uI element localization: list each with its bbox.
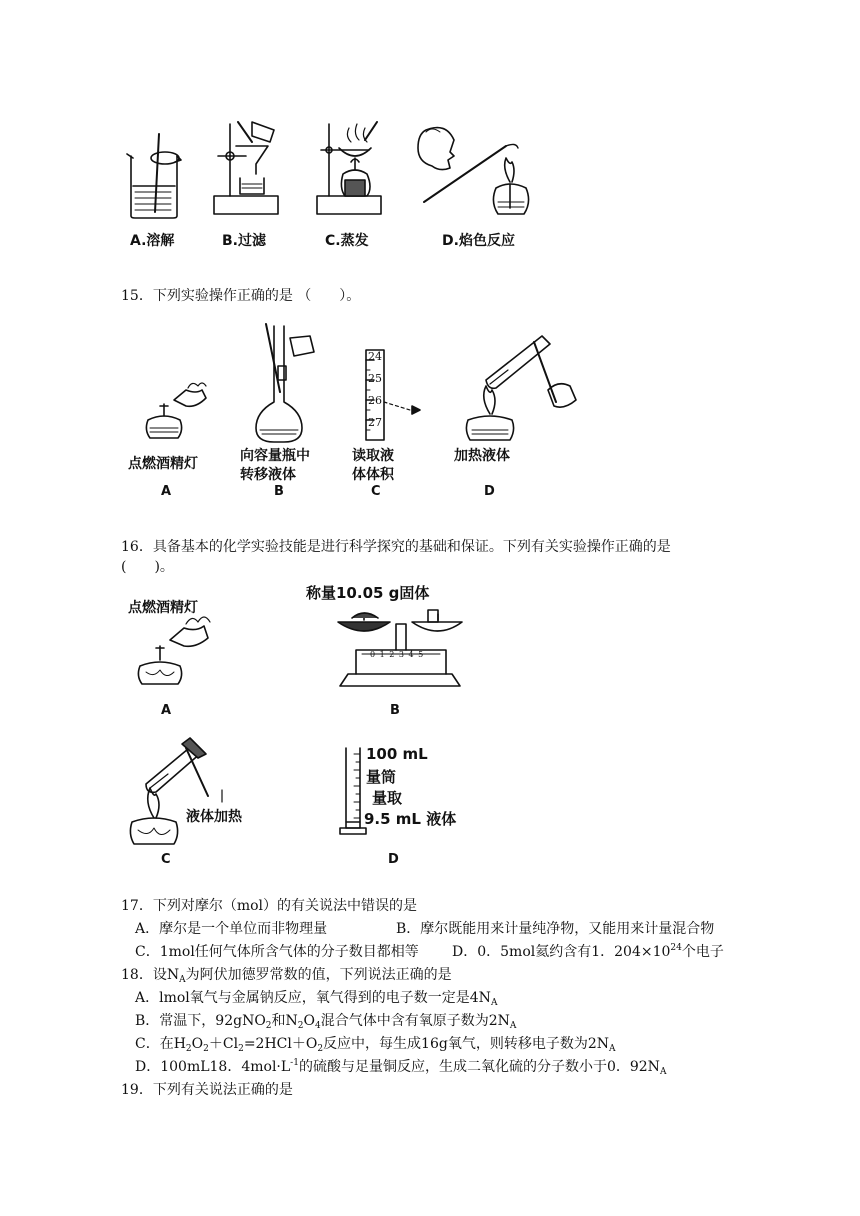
q18-b-8: A: [509, 1021, 517, 1031]
q18-d-4: A: [659, 1067, 667, 1077]
q18-c-2: 2: [185, 1044, 192, 1054]
q15-caption-b-line2: 转移液体: [240, 467, 296, 483]
q15-volumetric-flask-figure: [250, 322, 320, 444]
q17-option-d-exponent: 24: [670, 943, 682, 953]
q18-d-1: D．100mL18．4mol·L: [135, 1059, 291, 1075]
q15-tick-27: 27: [368, 416, 382, 429]
q18-c-9: 反应中，每生成16g氧气，则转移电子数为2N: [323, 1036, 609, 1052]
q15-letter-d: D: [484, 484, 495, 499]
q18-b-6: 4: [315, 1021, 321, 1031]
q17-option-b: B．摩尔既能用来计量纯净物，又能用来计量混合物: [396, 921, 715, 937]
q18-option-c: [135, 1035, 616, 1055]
q18-stem-post: 为阿伏加德罗常数的值，下列说法正确的是: [185, 967, 452, 983]
q18-c-7: =2HCl＋O: [243, 1036, 318, 1052]
q16-caption-a: 点燃酒精灯: [128, 600, 198, 616]
q14-caption-b: B.过滤: [222, 233, 266, 249]
q16-caption-d-line3: 量取: [372, 789, 403, 807]
q16-caption-d-line1: 100 mL: [366, 745, 428, 763]
q18-stem-sub: A: [179, 975, 186, 985]
q19-stem: 19．下列有关说法正确的是: [121, 1082, 293, 1098]
q17-stem: 17．下列对摩尔（mol）的有关说法中错误的是: [121, 898, 417, 914]
q18-b-5: O: [303, 1013, 315, 1029]
q15-letter-a: A: [161, 484, 172, 499]
q16-lighting-lamp-figure: [134, 610, 224, 690]
flame-test-figure: [410, 122, 560, 218]
q17-option-c: C．1mol任何气体所含气体的分子数目都相等: [135, 944, 419, 960]
q15-caption-a: 点燃酒精灯: [128, 456, 198, 472]
q18-option-d: [135, 1058, 666, 1078]
q16-caption-c: 液体加热: [186, 809, 242, 825]
q14-caption-d: D.焰色反应: [442, 233, 515, 249]
q15-heating-liquid-figure: [460, 330, 580, 442]
q17-option-a: A．摩尔是一个单位而非物理量: [135, 921, 328, 937]
q16-caption-d-line2: 量筒: [366, 768, 397, 786]
q14-caption-a: A.溶解: [130, 233, 175, 249]
q18-stem: [121, 966, 452, 986]
q18-b-3: 和N: [271, 1013, 298, 1029]
q18-option-a: [135, 989, 497, 1009]
q16-letter-c: C: [161, 852, 171, 867]
q18-option-a-text: A．lmol氧气与金属钠反应，氧气得到的电子数一定是4N: [135, 990, 491, 1006]
q15-lighting-lamp-figure: [140, 380, 220, 440]
q18-d-2: -1: [290, 1058, 299, 1068]
q15-tick-25: 25: [368, 372, 382, 385]
q15-caption-c-line2: 体体积: [352, 467, 394, 483]
q16-letter-d: D: [388, 852, 399, 867]
q17-option-d-tail: 个电子: [681, 944, 724, 960]
scale-marks: 0 1 2 3 4 5: [370, 650, 425, 659]
q18-b-4: 2: [297, 1021, 304, 1031]
q17-option-d: [452, 943, 724, 963]
q15-caption-b-line1: 向容量瓶中: [240, 448, 310, 464]
q15-tick-26: 26: [368, 394, 382, 407]
q16-stem-line1: 16．具备基本的化学实验技能是进行科学探究的基础和保证。下列有关实验操作正确的是: [121, 539, 671, 555]
filtration-apparatus-figure: [212, 118, 292, 218]
q18-option-b: [135, 1012, 516, 1032]
q14-caption-c: C.蒸发: [325, 233, 369, 249]
q15-caption-d: 加热液体: [454, 448, 510, 464]
q16-caption-b: 称量10.05 g固体: [306, 584, 430, 602]
q15-tick-24: 24: [368, 350, 382, 363]
balance-scale-figure: [334, 600, 464, 690]
q18-c-4: 2: [203, 1044, 209, 1054]
q15-letter-b: B: [274, 484, 284, 499]
q15-caption-c-line1: 读取液: [352, 448, 394, 464]
dissolving-beaker-figure: [125, 128, 185, 220]
q16-heating-liquid-figure: [128, 738, 238, 850]
evaporation-apparatus-figure: [315, 118, 395, 218]
q18-c-10: A: [609, 1044, 616, 1054]
q15-letter-c: C: [371, 484, 381, 499]
q16-letter-a: A: [161, 703, 172, 718]
q16-letter-b: B: [390, 703, 400, 718]
q18-stem-pre: 18．设N: [121, 967, 180, 983]
q18-d-3: 的硫酸与足量铜反应，生成二氧化硫的分子数小于0．92N: [298, 1059, 660, 1075]
q18-b-7: 混合气体中含有氧原子数为2N: [320, 1013, 510, 1029]
q18-c-1: C．在H: [135, 1036, 186, 1052]
q18-b-2: 2: [265, 1021, 272, 1031]
q18-c-3: O: [191, 1036, 204, 1052]
q16-stem-line2: ( )。: [121, 559, 174, 575]
q18-c-5: ＋Cl: [208, 1036, 239, 1052]
q16-caption-d-line4: 9.5 mL 液体: [364, 810, 457, 828]
q18-option-a-sub: A: [490, 998, 498, 1008]
q18-b-1: B．常温下，92gNO: [135, 1013, 266, 1029]
q15-stem: 15．下列实验操作正确的是 （ ）。: [121, 288, 361, 304]
q18-c-6: 2: [238, 1044, 244, 1054]
q18-c-8: 2: [317, 1044, 324, 1054]
q17-option-d-text: D．0．5mol氦约含有1．204×10: [452, 944, 671, 960]
